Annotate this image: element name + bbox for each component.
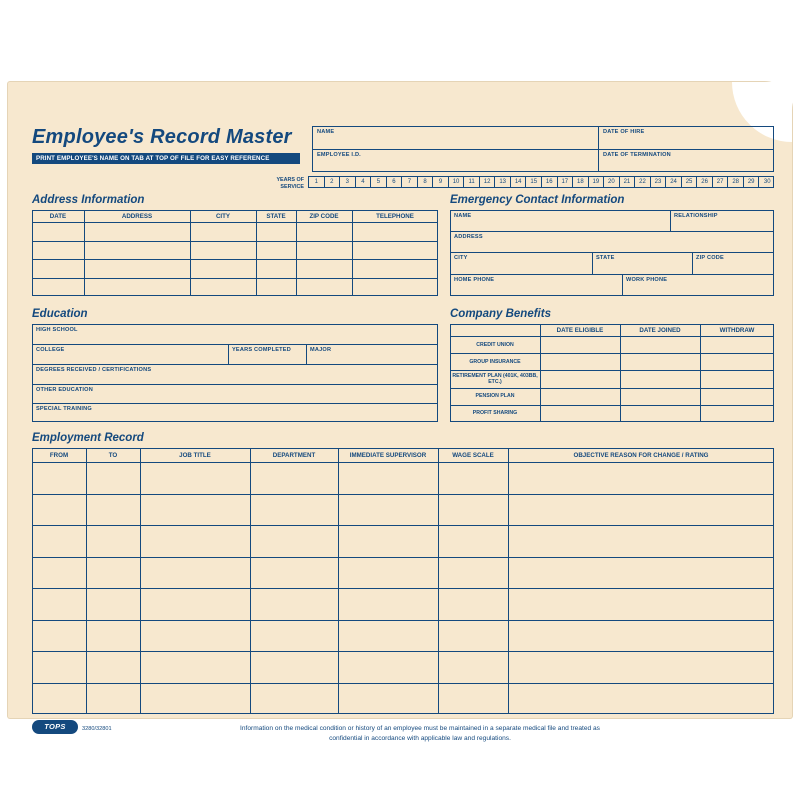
year-of-service-cell-12[interactable]: 12 [480,177,496,187]
envelope-body [8,82,792,742]
employment-cell[interactable] [339,558,437,588]
employment-cell[interactable] [439,589,507,619]
address-column-header-5: TELEPHONE [376,213,414,220]
section-title-emergency-contact: Emergency Contact Information [450,194,625,206]
employment-cell[interactable] [33,652,85,682]
year-of-service-cell-24[interactable]: 24 [666,177,682,187]
address-column-header-1: ADDRESS [121,213,153,220]
years-of-service-label-line1: YEARS OF [276,177,304,183]
emergency-rule-3 [450,274,774,275]
address-cell[interactable] [191,223,255,240]
page-title: Employee's Record Master [32,126,292,148]
emergency-divider-name-relationship [670,210,671,231]
benefits-cell[interactable] [541,354,619,369]
employment-cell[interactable] [141,684,249,714]
benefits-row-label-4: PROFIT SHARING [472,410,518,417]
special-training-input[interactable] [34,413,436,421]
address-cell[interactable] [297,279,351,296]
education-rule-4 [32,403,438,404]
name-input[interactable] [314,136,596,148]
label-date-of-hire: DATE OF HIRE [603,129,645,135]
year-of-service-cell-4[interactable]: 4 [356,177,372,187]
employee-record-form [26,126,774,742]
address-cell[interactable] [191,279,255,296]
label-name: NAME [317,129,335,135]
label-employee-id: EMPLOYEE I.D. [317,152,361,158]
education-rule-2 [32,364,438,365]
address-cell[interactable] [85,242,189,259]
benefits-cell[interactable] [541,337,619,352]
label-emergency-relationship: RELATIONSHIP [674,213,718,219]
employment-cell[interactable] [339,684,437,714]
employment-cell[interactable] [33,589,85,619]
employment-cell[interactable] [509,684,773,714]
medical-confidentiality-note: Information on the medical condition or history of an employee must be maintained in a separate medical file and treated as confidential in accordance with applicable law and regulations. [240,725,600,742]
date-of-termination-input[interactable] [600,159,772,171]
employment-cell[interactable] [141,621,249,651]
label-emergency-zip: ZIP CODE [696,255,724,261]
benefits-row-label-1: GROUP INSURANCE [469,358,521,365]
benefits-cell[interactable] [541,389,619,404]
employment-cell[interactable] [87,621,139,651]
employment-cell[interactable] [509,589,773,619]
year-of-service-cell-29[interactable]: 29 [744,177,760,187]
high-school-input[interactable] [34,334,436,343]
employment-cell[interactable] [339,463,437,493]
emergency-address-input[interactable] [452,241,772,251]
address-cell[interactable] [353,223,437,240]
year-of-service-cell-25[interactable]: 25 [682,177,698,187]
benefits-cell[interactable] [541,371,619,386]
employment-cell[interactable] [251,684,337,714]
emergency-home-phone-input[interactable] [452,284,620,295]
employment-cell[interactable] [33,526,85,556]
address-cell[interactable] [33,242,83,259]
benefits-cell[interactable] [621,389,699,404]
benefits-cell[interactable] [541,406,619,421]
employment-column-header-6: OBJECTIVE REASON FOR CHANGE / RATING [573,452,709,459]
address-cell[interactable] [353,279,437,296]
date-of-hire-input[interactable] [600,136,772,148]
employment-cell[interactable] [439,684,507,714]
address-cell[interactable] [257,223,295,240]
education-rule-1 [32,344,438,345]
employment-cell[interactable] [251,558,337,588]
year-of-service-cell-19[interactable]: 19 [589,177,605,187]
employment-cell[interactable] [339,589,437,619]
form-number: 3280/32801 [82,726,112,732]
address-cell[interactable] [85,223,189,240]
address-cell[interactable] [257,260,295,277]
employment-column-header-3: DEPARTMENT [272,452,316,459]
emergency-city-input[interactable] [452,262,590,273]
education-rule-3 [32,384,438,385]
emergency-relationship-input[interactable] [672,220,772,230]
employment-cell[interactable] [339,495,437,525]
employment-cell[interactable] [87,463,139,493]
emergency-name-input[interactable] [452,220,668,230]
benefits-column-header-3: WITHDRAW [719,327,755,334]
benefits-row-label-2: RETIREMENT PLAN (401K, 403BB, ETC.) [452,373,538,385]
employment-cell[interactable] [251,652,337,682]
year-of-service-cell-14[interactable]: 14 [511,177,527,187]
emergency-divider-city-state [592,252,593,274]
year-of-service-cell-27[interactable]: 27 [713,177,729,187]
address-cell[interactable] [297,260,351,277]
year-of-service-cell-16[interactable]: 16 [542,177,558,187]
address-cell[interactable] [257,279,295,296]
address-cell[interactable] [85,260,189,277]
years-completed-input[interactable] [230,354,304,363]
employment-cell[interactable] [141,495,249,525]
employment-cell[interactable] [33,684,85,714]
employment-cell[interactable] [87,558,139,588]
label-emergency-state: STATE [596,255,615,261]
benefits-cell[interactable] [701,354,773,369]
address-cell[interactable] [33,260,83,277]
employment-cell[interactable] [439,526,507,556]
label-special-training: SPECIAL TRAINING [36,406,92,412]
address-cell[interactable] [33,223,83,240]
label-degrees-received: DEGREES RECEIVED / CERTIFICATIONS [36,367,152,373]
employment-cell[interactable] [33,621,85,651]
label-years-completed: YEARS COMPLETED [232,347,291,353]
year-of-service-cell-18[interactable]: 18 [573,177,589,187]
header-right-divider [598,149,774,150]
college-input[interactable] [34,354,226,363]
employment-cell[interactable] [87,526,139,556]
employment-cell[interactable] [439,495,507,525]
employment-cell[interactable] [509,526,773,556]
address-column-header-0: DATE [49,213,67,220]
benefits-row-label-0: CREDIT UNION [476,341,514,348]
employment-cell[interactable] [251,495,337,525]
benefits-column-header-2: DATE JOINED [639,327,681,334]
employment-cell[interactable] [509,621,773,651]
benefits-cell[interactable] [621,354,699,369]
employment-cell[interactable] [509,558,773,588]
emergency-zip-input[interactable] [694,262,772,273]
employment-cell[interactable] [251,526,337,556]
year-of-service-cell-5[interactable]: 5 [371,177,387,187]
header-left-divider [312,149,598,150]
address-cell[interactable] [297,223,351,240]
address-column-header-2: CITY [215,213,231,220]
benefits-cell[interactable] [621,406,699,421]
year-of-service-cell-30[interactable]: 30 [763,179,771,185]
employee-id-input[interactable] [314,159,596,171]
section-title-employment-record: Employment Record [32,432,144,444]
label-emergency-address: ADDRESS [454,234,483,240]
employment-column-header-2: JOB TITLE [179,452,211,459]
employment-cell[interactable] [141,463,249,493]
address-column-header-4: ZIP CODE [309,213,339,220]
label-emergency-name: NAME [454,213,472,219]
year-of-service-cell-11[interactable]: 11 [464,177,480,187]
emergency-rule-1 [450,231,774,232]
label-college: COLLEGE [36,347,65,353]
employment-cell[interactable] [87,684,139,714]
label-emergency-work-phone: WORK PHONE [626,277,668,283]
address-cell[interactable] [191,242,255,259]
employment-column-header-0: FROM [49,452,69,459]
label-other-education: OTHER EDUCATION [36,387,93,393]
year-of-service-cell-20[interactable]: 20 [604,177,620,187]
year-of-service-cell-15[interactable]: 15 [526,177,542,187]
employment-cell[interactable] [251,589,337,619]
employment-cell[interactable] [509,652,773,682]
employment-cell[interactable] [439,558,507,588]
employment-cell[interactable] [439,621,507,651]
section-title-company-benefits: Company Benefits [450,308,551,320]
section-title-address-information: Address Information [32,194,145,206]
tops-logo-label: TOPS [44,722,66,731]
benefits-cell[interactable] [621,371,699,386]
employment-cell[interactable] [251,621,337,651]
address-cell[interactable] [85,279,189,296]
address-cell[interactable] [353,260,437,277]
employment-cell[interactable] [509,463,773,493]
major-input[interactable] [308,354,436,363]
employment-cell[interactable] [87,652,139,682]
year-of-service-cell-2[interactable]: 2 [325,177,341,187]
year-of-service-cell-21[interactable]: 21 [620,177,636,187]
other-education-input[interactable] [34,393,436,402]
year-of-service-cell-10[interactable]: 10 [449,177,465,187]
employment-cell[interactable] [141,652,249,682]
address-cell[interactable] [257,242,295,259]
label-major: MAJOR [310,347,332,353]
title-subtitle: PRINT EMPLOYEE'S NAME ON TAB AT TOP OF FILE FOR EASY REFERENCE [36,155,270,162]
emergency-rule-2 [450,252,774,253]
benefits-cell[interactable] [701,406,773,421]
address-column-header-3: STATE [266,213,286,220]
employment-cell[interactable] [509,495,773,525]
emergency-divider-phones [622,274,623,296]
benefits-cell[interactable] [701,389,773,404]
employment-cell[interactable] [87,589,139,619]
employment-cell[interactable] [339,621,437,651]
benefits-cell[interactable] [621,337,699,352]
employment-cell[interactable] [251,463,337,493]
year-of-service-cell-22[interactable]: 22 [635,177,651,187]
years-of-service-strip [308,176,774,188]
year-of-service-cell-9[interactable]: 9 [433,177,449,187]
emergency-work-phone-input[interactable] [624,284,772,295]
label-emergency-city: CITY [454,255,468,261]
year-of-service-cell-13[interactable]: 13 [495,177,511,187]
year-of-service-cell-28[interactable]: 28 [728,177,744,187]
employment-cell[interactable] [439,652,507,682]
education-divider-years [228,344,229,364]
label-emergency-home-phone: HOME PHONE [454,277,495,283]
employment-cell[interactable] [141,526,249,556]
benefits-row-label-3: PENSION PLAN [475,393,515,400]
year-of-service-cell-26[interactable]: 26 [697,177,713,187]
employment-cell[interactable] [33,558,85,588]
label-date-of-termination: DATE OF TERMINATION [603,152,671,158]
employment-cell[interactable] [141,589,249,619]
year-of-service-cell-6[interactable]: 6 [387,177,403,187]
employment-column-header-1: TO [108,452,118,459]
employment-cell[interactable] [439,463,507,493]
employment-cell[interactable] [141,558,249,588]
year-of-service-cell-23[interactable]: 23 [651,177,667,187]
degrees-received-input[interactable] [34,374,436,383]
benefits-column-header-1: DATE ELIGIBLE [556,327,604,334]
employment-cell[interactable] [33,463,85,493]
employment-column-header-4: IMMEDIATE SUPERVISOR [349,452,427,459]
employment-cell[interactable] [339,652,437,682]
emergency-state-input[interactable] [594,262,690,273]
address-cell[interactable] [297,242,351,259]
emergency-divider-state-zip [692,252,693,274]
benefits-cell[interactable] [701,371,773,386]
year-of-service-cell-3[interactable]: 3 [340,177,356,187]
years-of-service-label-line2: SERVICE [280,183,304,190]
year-of-service-cell-1[interactable]: 1 [309,177,325,187]
employment-cell[interactable] [87,495,139,525]
year-of-service-cell-7[interactable]: 7 [402,177,418,187]
address-cell[interactable] [353,242,437,259]
year-of-service-cell-8[interactable]: 8 [418,177,434,187]
education-divider-major [306,344,307,364]
year-of-service-cell-17[interactable]: 17 [558,177,574,187]
benefits-cell[interactable] [701,337,773,352]
employment-column-header-5: WAGE SCALE [452,452,494,459]
address-cell[interactable] [191,260,255,277]
years-of-service-label [242,177,304,190]
address-cell[interactable] [33,279,83,296]
label-high-school: HIGH SCHOOL [36,327,78,333]
employment-cell[interactable] [339,526,437,556]
employment-cell[interactable] [33,495,85,525]
section-title-education: Education [32,308,88,320]
